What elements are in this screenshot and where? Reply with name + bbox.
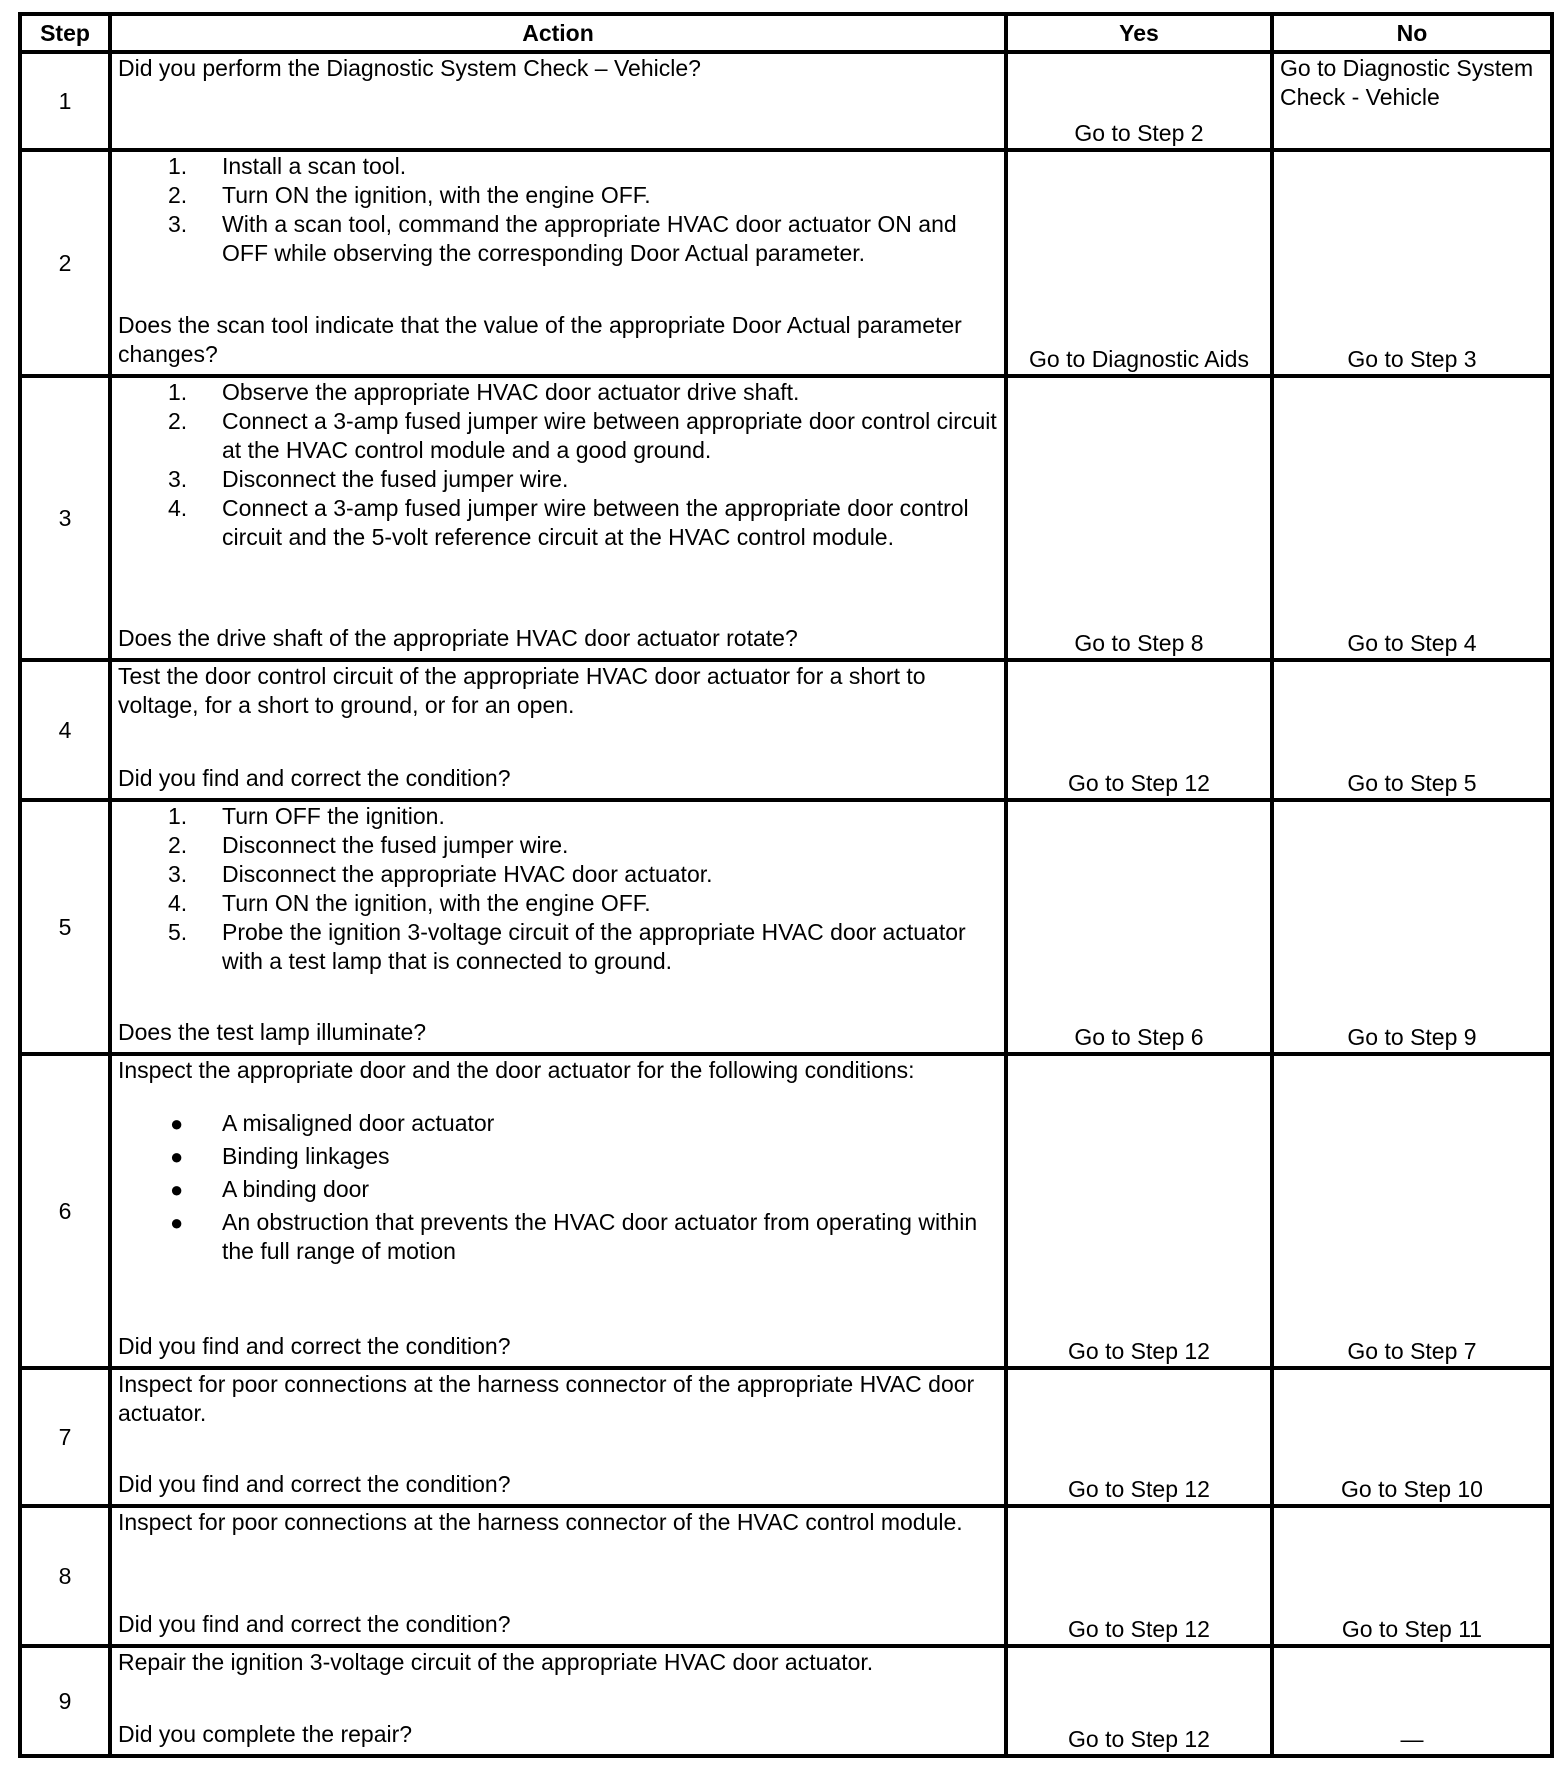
action-cell <box>110 376 1006 660</box>
list-item: 2. Turn ON the ignition, with the engine OFF. <box>168 182 651 208</box>
step-number: 9 <box>20 1646 110 1756</box>
yes-column-header: Yes <box>1006 14 1272 52</box>
no-result: Go to Step 5 <box>1272 660 1552 800</box>
list-item: 1. Install a scan tool. <box>168 153 407 179</box>
action-cell <box>110 1646 1006 1756</box>
question-text: Did you complete the repair? <box>118 1721 413 1747</box>
no-result: — <box>1272 1646 1552 1756</box>
no-column-header: No <box>1272 14 1552 52</box>
action-text: Inspect for poor connections at the harness connector of the HVAC control module. <box>118 1509 963 1535</box>
question-text: Did you find and correct the condition? <box>118 1471 511 1497</box>
step-column-header: Step <box>20 14 110 52</box>
list-item: ● An obstruction that prevents the HVAC door actuator from operating within the full range of motion <box>118 1208 998 1266</box>
action-column-header: Action <box>110 14 1006 52</box>
action-text: Test the door control circuit of the appropriate HVAC door actuator for a short to voltage, for a short to ground, or for an open. <box>118 663 926 718</box>
list-item: 2. Disconnect the fused jumper wire. <box>168 832 569 858</box>
table-row <box>20 376 1552 660</box>
action-cell <box>110 1506 1006 1646</box>
question-text: Does the drive shaft of the appropriate HVAC door actuator rotate? <box>118 625 798 651</box>
yes-result: Go to Diagnostic Aids <box>1006 150 1272 376</box>
action-cell <box>110 52 1006 150</box>
table-row <box>20 1646 1552 1756</box>
yes-result: Go to Step 12 <box>1006 1368 1272 1506</box>
action-body <box>118 1056 998 1270</box>
step-number: 5 <box>20 800 110 1054</box>
step-list <box>118 802 998 976</box>
action-cell <box>110 1368 1006 1506</box>
no-result: Go to Step 9 <box>1272 800 1552 1054</box>
table-row <box>20 800 1552 1054</box>
action-cell <box>110 150 1006 376</box>
question-text: Does the test lamp illuminate? <box>118 1019 427 1045</box>
list-item: 4. Connect a 3-amp fused jumper wire between the appropriate door control circuit and the 5-volt reference circuit at the HVAC control module. <box>168 495 969 550</box>
action-cell <box>110 660 1006 800</box>
no-result: Go to Step 3 <box>1272 150 1552 376</box>
step-number: 7 <box>20 1368 110 1506</box>
action-text: Inspect for poor connections at the harness connector of the appropriate HVAC door actuator. <box>118 1371 975 1426</box>
list-item: ● A binding door <box>118 1175 998 1204</box>
table-row <box>20 660 1552 800</box>
list-item: ● A misaligned door actuator <box>118 1109 998 1138</box>
table-row <box>20 1368 1552 1506</box>
action-cell <box>110 800 1006 1054</box>
step-list <box>118 152 998 268</box>
no-result: Go to Step 10 <box>1272 1368 1552 1506</box>
step-number: 4 <box>20 660 110 800</box>
yes-result: Go to Step 12 <box>1006 660 1272 800</box>
action-text: Repair the ignition 3-voltage circuit of the appropriate HVAC door actuator. <box>118 1649 874 1675</box>
bullet-icon: ● <box>170 1144 184 1169</box>
list-item: 5. Probe the ignition 3-voltage circuit of the appropriate HVAC door actuator with a test lamp that is connected to ground. <box>168 919 966 974</box>
list-item: 4. Turn ON the ignition, with the engine OFF. <box>168 890 651 916</box>
step-number: 6 <box>20 1054 110 1368</box>
list-item: 3. With a scan tool, command the appropriate HVAC door actuator ON and OFF while observing the corresponding Door Actual parameter. <box>168 211 957 266</box>
question-text: Did you find and correct the condition? <box>118 1333 511 1359</box>
list-item: 2. Connect a 3-amp fused jumper wire between appropriate door control circuit at the HVAC control module and a good ground. <box>168 408 997 463</box>
question-text: Did you find and correct the condition? <box>118 765 511 791</box>
yes-result: Go to Step 2 <box>1006 52 1272 150</box>
table-row <box>20 1506 1552 1646</box>
list-item: 3. Disconnect the appropriate HVAC door actuator. <box>168 861 713 887</box>
bullet-icon: ● <box>170 1210 184 1235</box>
action-text: Did you perform the Diagnostic System Check – Vehicle? <box>118 55 701 81</box>
bullet-icon: ● <box>170 1111 184 1136</box>
bullet-icon: ● <box>170 1177 184 1202</box>
no-result: Go to Step 4 <box>1272 376 1552 660</box>
step-list <box>118 378 998 552</box>
header-row <box>20 14 1552 52</box>
step-number: 8 <box>20 1506 110 1646</box>
yes-result: Go to Step 12 <box>1006 1054 1272 1368</box>
yes-result: Go to Step 6 <box>1006 800 1272 1054</box>
step-number: 2 <box>20 150 110 376</box>
step-number: 1 <box>20 52 110 150</box>
list-item: 1. Observe the appropriate HVAC door actuator drive shaft. <box>168 379 800 405</box>
table-row <box>20 1054 1552 1368</box>
no-result: Go to Step 11 <box>1272 1506 1552 1646</box>
no-result: Go to Step 7 <box>1272 1054 1552 1368</box>
table-row <box>20 150 1552 376</box>
question-text: Does the scan tool indicate that the value of the appropriate Door Actual parameter changes? <box>118 312 962 367</box>
condition-list <box>118 1109 998 1266</box>
no-result: Go to Diagnostic System Check - Vehicle <box>1272 52 1552 150</box>
action-text: Inspect the appropriate door and the door actuator for the following conditions: <box>118 1057 915 1083</box>
step-number: 3 <box>20 376 110 660</box>
question-text: Did you find and correct the condition? <box>118 1611 511 1637</box>
list-item: ● Binding linkages <box>118 1142 998 1171</box>
list-item: 1. Turn OFF the ignition. <box>168 803 445 829</box>
diagnostic-table <box>18 12 1554 1758</box>
list-item: 3. Disconnect the fused jumper wire. <box>168 466 569 492</box>
yes-result: Go to Step 8 <box>1006 376 1272 660</box>
table-row <box>20 52 1552 150</box>
action-cell <box>110 1054 1006 1368</box>
yes-result: Go to Step 12 <box>1006 1506 1272 1646</box>
yes-result: Go to Step 12 <box>1006 1646 1272 1756</box>
